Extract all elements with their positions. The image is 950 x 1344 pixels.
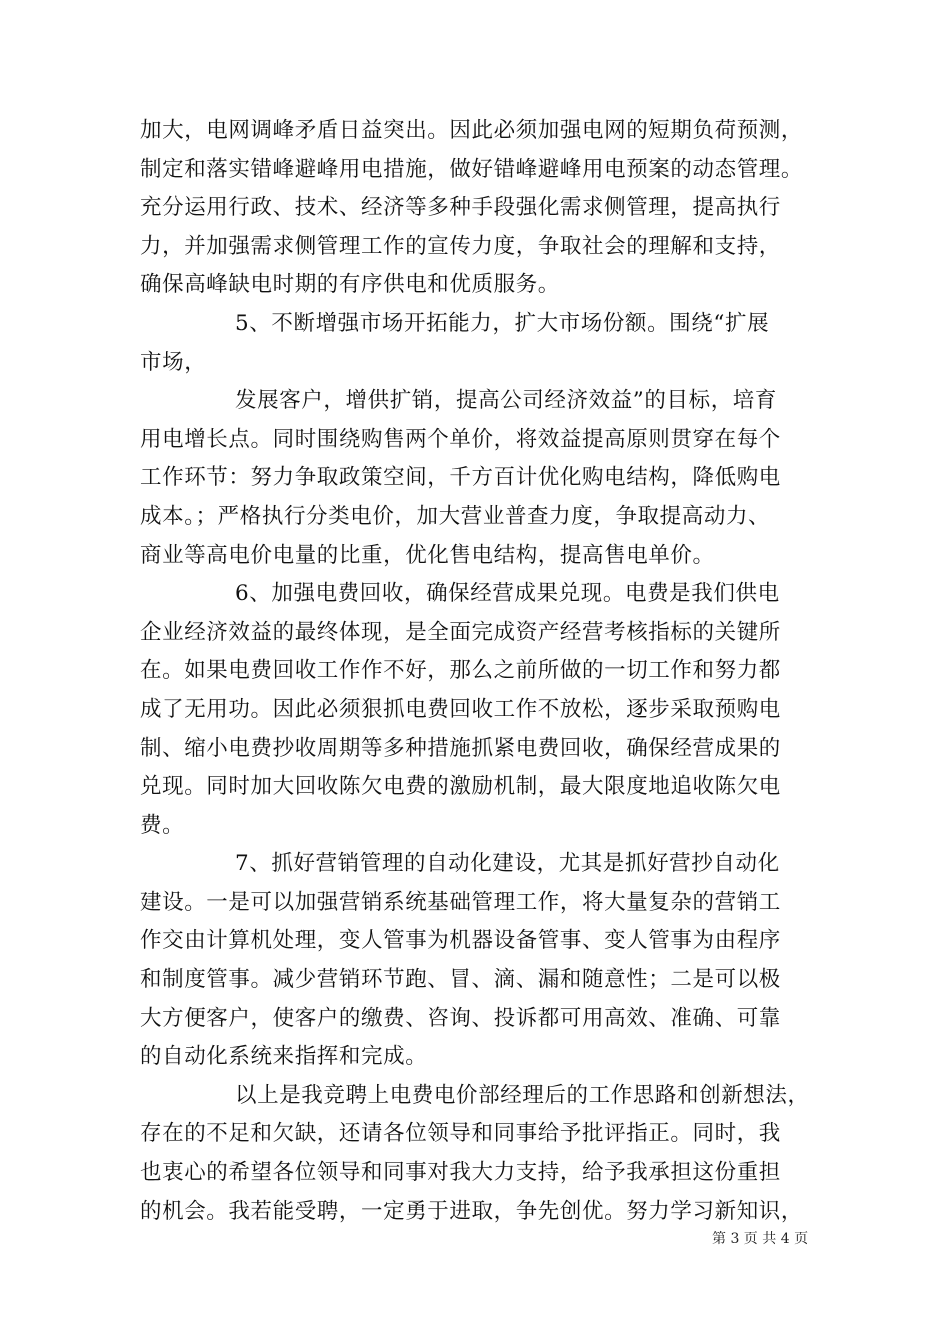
text-line: 确保高峰缺电时期的有序供电和优质服务。 bbox=[140, 272, 560, 298]
text-line: 作交由计算机处理，变人管事为机器设备管事、变人管事为由程序 bbox=[140, 928, 781, 954]
text-line: 存在的不足和欠缺，还请各位领导和同事给予批评指正。同时，我 bbox=[140, 1121, 781, 1147]
text-line: 在。如果电费回收工作作不好，那么之前所做的一切工作和努力都 bbox=[140, 658, 781, 684]
text-line: 的机会。我若能受聘，一定勇于进取，争先创优。努力学习新知识， bbox=[140, 1198, 804, 1224]
text-line: 建设。一是可以加强营销系统基础管理工作，将大量复杂的营销工 bbox=[140, 889, 781, 915]
text-line: 制定和落实错峰避峰用电措施，做好错峰避峰用电预案的动态管理。 bbox=[140, 156, 804, 182]
text-line: 大方便客户，使客户的缴费、咨询、投诉都可用高效、准确、可靠 bbox=[140, 1005, 781, 1031]
paragraph-5-start: 5、不断增强市场开拓能力，扩大市场份额。围绕“扩展 bbox=[235, 310, 770, 336]
page-number-footer: 第 3 页 共 4 页 bbox=[712, 1231, 809, 1247]
text-line: 用电增长点。同时围绕购售两个单价，将效益提高原则贯穿在每个 bbox=[140, 426, 781, 452]
body-text bbox=[140, 112, 812, 1231]
paragraph-7-start: 7、抓好营销管理的自动化建设，尤其是抓好营抄自动化 bbox=[235, 851, 780, 877]
text-line-indented: 发展客户，增供扩销，提高公司经济效益”的目标，培育 bbox=[235, 388, 777, 414]
text-line: 充分运用行政、技术、经济等多种手段强化需求侧管理，提高执行 bbox=[140, 195, 781, 221]
text-line: 工作环节：努力争取政策空间，千方百计优化购电结构，降低购电 bbox=[140, 465, 781, 491]
closing-paragraph-start: 以上是我竞聘上电费电价部经理后的工作思路和创新想法， bbox=[235, 1082, 810, 1108]
text-line: 成了无用功。因此必须狠抓电费回收工作不放松，逐步采取预购电 bbox=[140, 696, 781, 722]
text-line: 成本。；严格执行分类电价，加大营业普查力度，争取提高动力、 bbox=[140, 503, 771, 529]
text-line: 也衷心的希望各位领导和同事对我大力支持，给予我承担这份重担 bbox=[140, 1160, 781, 1186]
text-line: 企业经济效益的最终体现，是全面完成资产经营考核指标的关键所 bbox=[140, 619, 781, 645]
text-line: 和制度管事。减少营销环节跑、冒、滴、漏和随意性；二是可以极 bbox=[140, 967, 781, 993]
text-line: 商业等高电价电量的比重，优化售电结构，提高售电单价。 bbox=[140, 542, 715, 568]
text-line: 加大，电网调峰矛盾日益突出。因此必须加强电网的短期负荷预测， bbox=[140, 118, 804, 143]
text-line: 市场， bbox=[140, 349, 207, 375]
text-line: 兑现。同时加大回收陈欠电费的激励机制，最大限度地追收陈欠电 bbox=[140, 774, 781, 800]
text-line: 的自动化系统来指挥和完成。 bbox=[140, 1044, 428, 1070]
text-line: 费。 bbox=[140, 812, 185, 838]
text-line: 制、缩小电费抄收周期等多种措施抓紧电费回收，确保经营成果的 bbox=[140, 735, 781, 761]
text-line: 力，并加强需求侧管理工作的宣传力度，争取社会的理解和支持， bbox=[140, 233, 781, 259]
paragraph-6-start: 6、加强电费回收，确保经营成果兑现。电费是我们供电 bbox=[235, 581, 780, 607]
